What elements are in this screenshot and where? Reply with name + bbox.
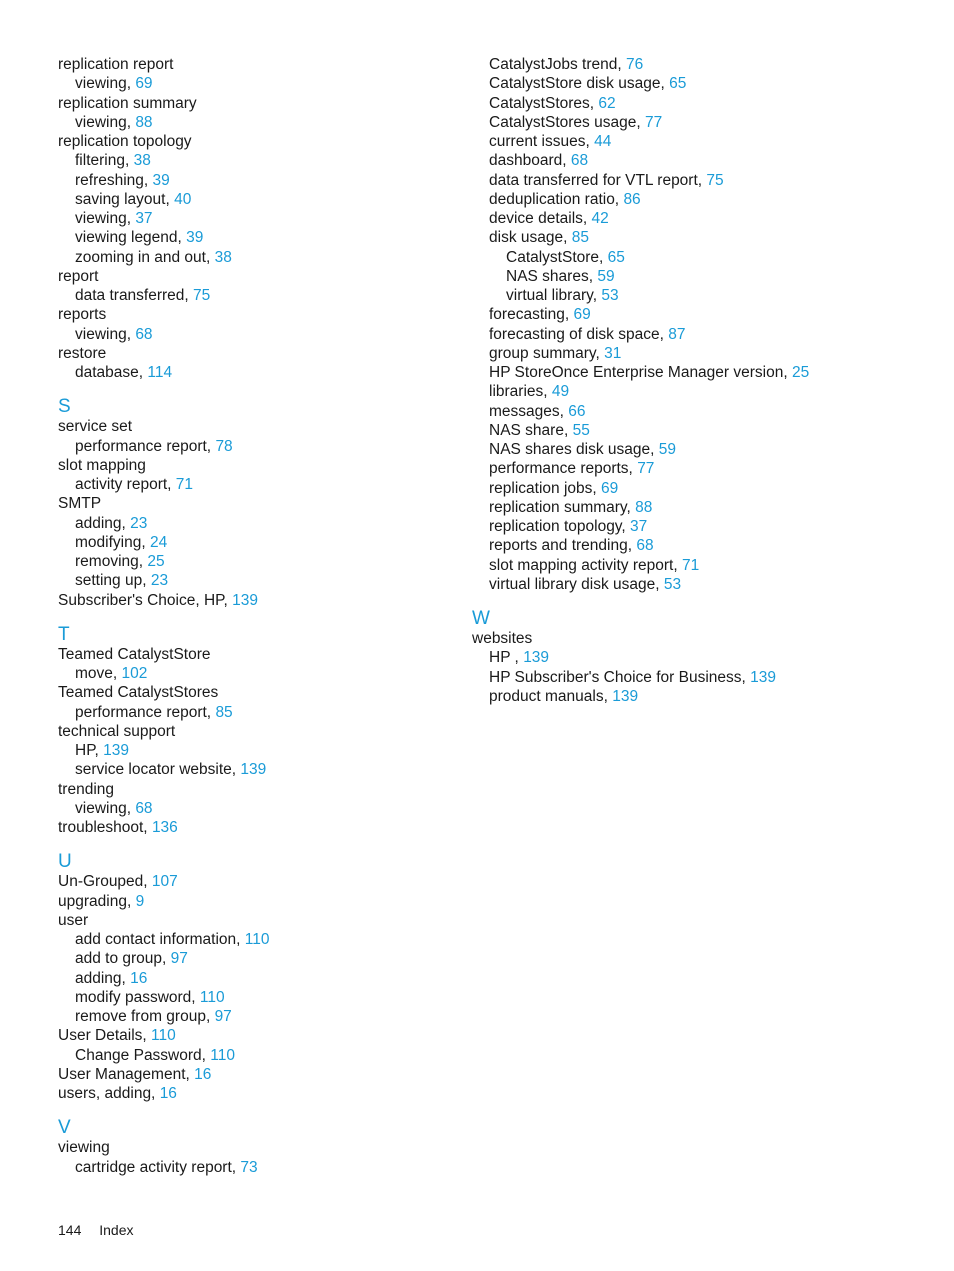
index-term: group summary, bbox=[489, 344, 600, 362]
index-term: restore bbox=[58, 344, 107, 362]
index-term: websites bbox=[472, 630, 533, 647]
index-term: slot mapping activity report, bbox=[489, 556, 678, 574]
index-term: CatalystStores usage, bbox=[489, 113, 641, 131]
page-reference-link[interactable]: 69 bbox=[573, 306, 591, 324]
index-subentry bbox=[472, 113, 932, 132]
index-term: disk usage, bbox=[489, 229, 568, 247]
page-reference-link[interactable]: 87 bbox=[668, 325, 686, 343]
index-entry bbox=[58, 780, 458, 799]
index-subentry bbox=[58, 949, 458, 968]
index-letter-heading: S bbox=[58, 396, 71, 418]
index-subentry bbox=[58, 741, 458, 760]
index-term: refreshing, bbox=[75, 171, 149, 189]
index-term: forecasting of disk space, bbox=[489, 325, 664, 343]
index-term: add to group, bbox=[75, 950, 167, 968]
page-reference-link[interactable]: 38 bbox=[133, 152, 151, 170]
page-reference-link[interactable]: 71 bbox=[175, 476, 194, 493]
index-entry bbox=[58, 1138, 458, 1157]
page-reference-link[interactable]: 78 bbox=[215, 437, 233, 455]
index-letter-heading: T bbox=[58, 623, 70, 645]
index-term: troubleshoot, bbox=[58, 819, 148, 836]
index-column-right bbox=[472, 55, 932, 706]
index-entry bbox=[58, 267, 458, 286]
index-letter-heading: U bbox=[58, 851, 72, 873]
index-subentry bbox=[472, 171, 932, 190]
index-subentry bbox=[58, 1158, 458, 1177]
index-entry bbox=[58, 344, 458, 363]
index-term: NAS shares disk usage, bbox=[489, 441, 655, 458]
index-term: viewing, bbox=[75, 210, 131, 227]
index-term: CatalystJobs trend, bbox=[489, 56, 622, 73]
index-subentry bbox=[58, 514, 458, 533]
index-term: performance reports, bbox=[489, 460, 633, 478]
page-reference-link[interactable]: 88 bbox=[135, 113, 153, 131]
index-term: upgrading, bbox=[58, 892, 132, 910]
index-subentry bbox=[58, 475, 458, 494]
index-term: technical support bbox=[58, 722, 176, 740]
index-subentry bbox=[58, 571, 458, 590]
page-reference-link[interactable]: 68 bbox=[570, 152, 589, 170]
page-reference-link[interactable]: 85 bbox=[571, 229, 589, 247]
index-term: product manuals, bbox=[489, 687, 608, 705]
index-term: trending bbox=[58, 780, 115, 798]
index-term: reports and trending, bbox=[489, 537, 633, 555]
index-term: user bbox=[58, 911, 89, 929]
index-subentry bbox=[472, 402, 932, 421]
page-reference-link[interactable]: 110 bbox=[210, 1046, 235, 1064]
page-reference-link[interactable]: 16 bbox=[194, 1065, 212, 1083]
index-subentry bbox=[472, 209, 932, 228]
page-reference-link[interactable]: 65 bbox=[607, 248, 625, 266]
index-term: modifying, bbox=[75, 533, 146, 551]
page-reference-link[interactable]: 24 bbox=[149, 533, 168, 551]
index-subentry bbox=[58, 190, 458, 209]
index-subentry bbox=[472, 228, 932, 247]
page-reference-link[interactable]: 68 bbox=[135, 799, 153, 817]
index-term: data transferred, bbox=[75, 287, 189, 304]
index-term: adding, bbox=[75, 514, 126, 532]
page-reference-link[interactable]: 37 bbox=[630, 518, 648, 535]
page-reference-link[interactable]: 59 bbox=[597, 267, 615, 285]
index-subentry bbox=[472, 498, 932, 517]
index-subentry bbox=[472, 55, 932, 74]
page-reference-link[interactable]: 69 bbox=[601, 479, 619, 497]
index-subentry bbox=[58, 363, 458, 382]
index-subentry bbox=[58, 325, 458, 344]
index-subentry bbox=[58, 248, 458, 267]
index-subentry bbox=[58, 113, 458, 132]
index-entry bbox=[58, 911, 458, 930]
index-entry bbox=[58, 872, 458, 891]
index-term: libraries, bbox=[489, 383, 548, 401]
index-subentry bbox=[58, 930, 458, 949]
index-term: move, bbox=[75, 665, 118, 682]
page-reference-link[interactable]: 86 bbox=[623, 190, 641, 208]
page-reference-link[interactable]: 77 bbox=[637, 460, 655, 478]
index-term: replication topology bbox=[58, 133, 192, 150]
index-subentry bbox=[58, 1046, 458, 1065]
index-subentry bbox=[472, 190, 932, 209]
index-entry bbox=[58, 1065, 458, 1084]
index-term: filtering, bbox=[75, 152, 130, 170]
index-entry bbox=[58, 722, 458, 741]
index-subentry bbox=[472, 687, 932, 706]
page-reference-link[interactable]: 38 bbox=[214, 248, 232, 266]
index-subentry bbox=[58, 151, 458, 170]
page-footer bbox=[58, 1222, 148, 1238]
index-subentry bbox=[472, 74, 932, 93]
page-reference-link[interactable]: 139 bbox=[240, 761, 267, 779]
index-term: virtual library disk usage, bbox=[489, 575, 660, 593]
index-term: data transferred for VTL report, bbox=[489, 171, 703, 189]
page-reference-link[interactable]: 31 bbox=[604, 344, 622, 362]
index-term: dashboard, bbox=[489, 152, 567, 170]
page-reference-link[interactable]: 23 bbox=[150, 572, 169, 590]
index-term: NAS share, bbox=[489, 421, 569, 439]
index-entry bbox=[58, 892, 458, 911]
index-term: viewing, bbox=[75, 75, 131, 93]
index-term: replication topology, bbox=[489, 518, 626, 535]
page-reference-link[interactable]: 42 bbox=[591, 210, 609, 227]
index-entry bbox=[58, 417, 458, 436]
index-entry bbox=[58, 456, 458, 475]
index-subentry bbox=[58, 171, 458, 190]
index-subentry bbox=[58, 664, 458, 683]
page-reference-link[interactable]: 88 bbox=[635, 498, 653, 516]
index-term: messages, bbox=[489, 402, 564, 420]
page-reference-link[interactable]: 97 bbox=[214, 1008, 232, 1025]
page-reference-link[interactable]: 77 bbox=[644, 113, 663, 131]
index-term: replication summary bbox=[58, 94, 197, 112]
page-reference-link[interactable]: 71 bbox=[681, 556, 700, 574]
index-subentry bbox=[472, 151, 932, 170]
index-term: replication summary, bbox=[489, 498, 631, 516]
index-term: slot mapping bbox=[58, 456, 146, 474]
index-subentry bbox=[58, 703, 458, 722]
page-reference-link[interactable]: 23 bbox=[130, 514, 148, 532]
index-subentry bbox=[472, 344, 932, 363]
footer-section-title: Index bbox=[99, 1222, 134, 1238]
page-reference-link[interactable]: 139 bbox=[750, 668, 776, 686]
page-reference-link[interactable]: 139 bbox=[523, 649, 550, 667]
page-reference-link[interactable]: 53 bbox=[663, 575, 682, 593]
page-reference-link[interactable]: 40 bbox=[174, 190, 192, 208]
index-term: User Details, bbox=[58, 1027, 147, 1045]
page-reference-link[interactable]: 110 bbox=[244, 931, 270, 948]
index-term: users, adding, bbox=[58, 1085, 156, 1102]
index-term: add contact information, bbox=[75, 931, 241, 948]
index-entry bbox=[58, 645, 458, 664]
index-term: viewing bbox=[58, 1139, 110, 1157]
index-subentry bbox=[472, 305, 932, 324]
index-term: saving layout, bbox=[75, 190, 170, 208]
page-reference-link[interactable]: 53 bbox=[601, 287, 619, 304]
index-subentry bbox=[472, 94, 932, 113]
index-term: service locator website, bbox=[75, 761, 237, 779]
page-reference-link[interactable]: 139 bbox=[103, 742, 130, 759]
index-entry bbox=[58, 591, 458, 610]
index-term: setting up, bbox=[75, 572, 147, 590]
page-reference-link[interactable]: 65 bbox=[669, 75, 687, 93]
index-term: User Management, bbox=[58, 1065, 190, 1083]
index-term: Subscriber's Choice, HP, bbox=[58, 591, 228, 609]
index-subentry bbox=[472, 248, 932, 267]
index-subentry bbox=[472, 459, 932, 478]
index-term: viewing, bbox=[75, 325, 131, 343]
index-term: viewing, bbox=[75, 799, 131, 817]
index-subentry bbox=[58, 799, 458, 818]
index-subentry bbox=[472, 382, 932, 401]
index-entry bbox=[58, 305, 458, 324]
index-subentry bbox=[472, 325, 932, 344]
index-subentry bbox=[472, 132, 932, 151]
page-reference-link[interactable]: 110 bbox=[151, 1027, 176, 1045]
page-reference-link[interactable]: 102 bbox=[121, 665, 148, 682]
page-reference-link[interactable]: 25 bbox=[147, 553, 165, 570]
page-reference-link[interactable]: 39 bbox=[186, 229, 204, 247]
page-reference-link[interactable]: 139 bbox=[232, 591, 258, 609]
index-subentry bbox=[58, 988, 458, 1007]
index-term: Teamed CatalystStore bbox=[58, 645, 211, 663]
page-reference-link[interactable]: 59 bbox=[658, 441, 676, 458]
page-reference-link[interactable]: 136 bbox=[151, 819, 178, 836]
index-subentry bbox=[472, 575, 932, 594]
index-entry bbox=[58, 818, 458, 837]
page-reference-link[interactable]: 16 bbox=[130, 969, 148, 987]
page-reference-link[interactable]: 75 bbox=[193, 287, 211, 304]
page-reference-link[interactable]: 66 bbox=[568, 402, 586, 420]
index-term: reports bbox=[58, 306, 107, 324]
index-term: performance report, bbox=[75, 703, 212, 721]
index-term: NAS shares, bbox=[506, 267, 594, 285]
index-term: SMTP bbox=[58, 495, 102, 513]
index-entry bbox=[58, 494, 458, 513]
index-term: modify password, bbox=[75, 988, 196, 1006]
index-term: report bbox=[58, 267, 99, 285]
index-term: virtual library, bbox=[506, 287, 598, 304]
page-reference-link[interactable]: 68 bbox=[135, 325, 153, 343]
page-reference-link[interactable]: 73 bbox=[240, 1158, 258, 1176]
index-term: cartridge activity report, bbox=[75, 1158, 237, 1176]
index-term: database, bbox=[75, 364, 144, 381]
page-reference-link[interactable]: 76 bbox=[626, 56, 644, 73]
index-term: adding, bbox=[75, 969, 126, 987]
index-subentry bbox=[58, 209, 458, 228]
index-entry bbox=[58, 132, 458, 151]
index-term: zooming in and out, bbox=[75, 248, 211, 266]
index-subentry bbox=[58, 228, 458, 247]
index-column-left bbox=[58, 55, 458, 1177]
index-term: viewing, bbox=[75, 113, 131, 131]
index-subentry bbox=[472, 536, 932, 555]
footer-page-number: 144 bbox=[58, 1222, 82, 1238]
index-entry bbox=[58, 1026, 458, 1045]
index-subentry bbox=[58, 969, 458, 988]
index-term: HP , bbox=[489, 649, 519, 667]
index-subentry bbox=[472, 363, 932, 382]
index-term: HP, bbox=[75, 742, 99, 759]
index-subentry bbox=[58, 533, 458, 552]
index-letter-heading: W bbox=[472, 608, 490, 629]
page-reference-link[interactable]: 25 bbox=[791, 364, 810, 381]
page-reference-link[interactable]: 44 bbox=[594, 133, 612, 150]
index-subentry bbox=[472, 648, 932, 667]
page-reference-link[interactable]: 85 bbox=[215, 703, 233, 721]
index-subentry bbox=[58, 760, 458, 779]
index-term: Change Password, bbox=[75, 1046, 206, 1064]
index-term: viewing legend, bbox=[75, 229, 182, 247]
index-term: HP StoreOnce Enterprise Manager version, bbox=[489, 364, 788, 381]
index-term: remove from group, bbox=[75, 1008, 211, 1025]
index-subentry bbox=[472, 556, 932, 575]
index-term: forecasting, bbox=[489, 306, 570, 324]
index-subentry bbox=[58, 1007, 458, 1026]
index-entry bbox=[58, 683, 458, 702]
page-reference-link[interactable]: 16 bbox=[159, 1085, 177, 1102]
index-subentry bbox=[58, 437, 458, 456]
index-subentry bbox=[472, 517, 932, 536]
index-subentry bbox=[472, 286, 932, 305]
index-term: activity report, bbox=[75, 476, 172, 493]
index-term: CatalystStore disk usage, bbox=[489, 75, 665, 93]
index-term: CatalystStore, bbox=[506, 248, 604, 266]
page-reference-link[interactable]: 55 bbox=[572, 421, 590, 439]
page-reference-link[interactable]: 139 bbox=[612, 687, 639, 705]
index-subentry bbox=[58, 286, 458, 305]
page-reference-link[interactable]: 107 bbox=[151, 873, 178, 891]
page-reference-link[interactable]: 9 bbox=[135, 892, 145, 910]
index-entry bbox=[472, 629, 932, 648]
index-term: replication jobs, bbox=[489, 479, 597, 497]
index-subentry bbox=[58, 552, 458, 571]
page-reference-link[interactable]: 75 bbox=[706, 171, 724, 189]
index-subentry bbox=[472, 267, 932, 286]
page-reference-link[interactable]: 62 bbox=[598, 94, 616, 112]
index-term: replication report bbox=[58, 56, 174, 73]
page-reference-link[interactable]: 97 bbox=[170, 950, 188, 968]
index-term: device details, bbox=[489, 210, 588, 227]
index-subentry bbox=[472, 440, 932, 459]
index-term: removing, bbox=[75, 553, 144, 570]
index-subentry bbox=[472, 421, 932, 440]
index-term: HP Subscriber's Choice for Business, bbox=[489, 668, 746, 686]
index-subentry bbox=[472, 668, 932, 687]
page-reference-link[interactable]: 110 bbox=[199, 988, 225, 1006]
page-reference-link[interactable]: 68 bbox=[636, 537, 654, 555]
index-term: deduplication ratio, bbox=[489, 190, 620, 208]
index-subentry bbox=[472, 479, 932, 498]
page-reference-link[interactable]: 37 bbox=[135, 210, 153, 227]
index-term: service set bbox=[58, 418, 133, 436]
index-term: Un-Grouped, bbox=[58, 873, 148, 891]
index-entry bbox=[58, 55, 458, 74]
page-reference-link[interactable]: 39 bbox=[152, 171, 170, 189]
page-reference-link[interactable]: 49 bbox=[551, 383, 570, 401]
page-reference-link[interactable]: 114 bbox=[147, 364, 173, 381]
index-letter-heading: V bbox=[58, 1117, 71, 1139]
index-subentry bbox=[58, 74, 458, 93]
index-term: CatalystStores, bbox=[489, 94, 595, 112]
index-entry bbox=[58, 1084, 458, 1103]
index-term: performance report, bbox=[75, 437, 212, 455]
index-term: current issues, bbox=[489, 133, 590, 150]
index-entry bbox=[58, 94, 458, 113]
index-term: Teamed CatalystStores bbox=[58, 684, 219, 702]
page-reference-link[interactable]: 69 bbox=[135, 75, 153, 93]
